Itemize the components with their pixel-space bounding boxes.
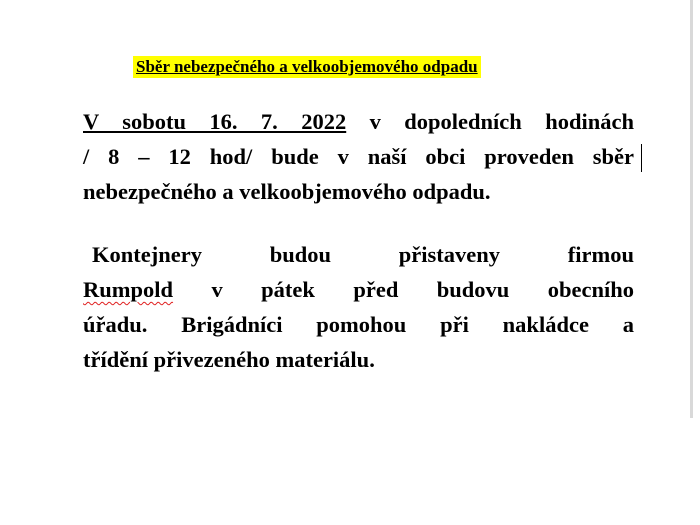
text-cursor <box>641 144 642 172</box>
document-title: Sběr nebezpečného a velkoobjemového odpadu <box>133 56 481 78</box>
company-name: Rumpold <box>83 277 174 302</box>
paragraph2-line3: úřadu. Brigádníci pomohou při nakládce a <box>83 312 634 337</box>
paragraph-collection-date <box>83 104 634 209</box>
paragraph2-line4: třídění přivezeného materiálu. <box>83 347 375 372</box>
page-edge-divider <box>690 0 693 418</box>
collection-date: V sobotu 16. 7. 2022 <box>83 109 347 134</box>
paragraph1-line1-rest: v dopoledních hodinách <box>346 109 634 134</box>
paragraph1-line2: / 8 – 12 hod/ bude v naší obci proveden sběr <box>83 144 634 169</box>
paragraph1-line3: nebezpečného a velkoobjemového odpadu. <box>83 179 491 204</box>
paragraph2-line1: Kontejnery budou přistaveny firmou <box>92 242 634 267</box>
title-wrapper <box>133 56 481 78</box>
paragraph-containers <box>83 237 634 377</box>
paragraph1-line1 <box>83 104 634 139</box>
paragraph2-line2-rest: v pátek před budovu obecního <box>173 277 634 302</box>
paragraph2-line2 <box>83 272 634 307</box>
